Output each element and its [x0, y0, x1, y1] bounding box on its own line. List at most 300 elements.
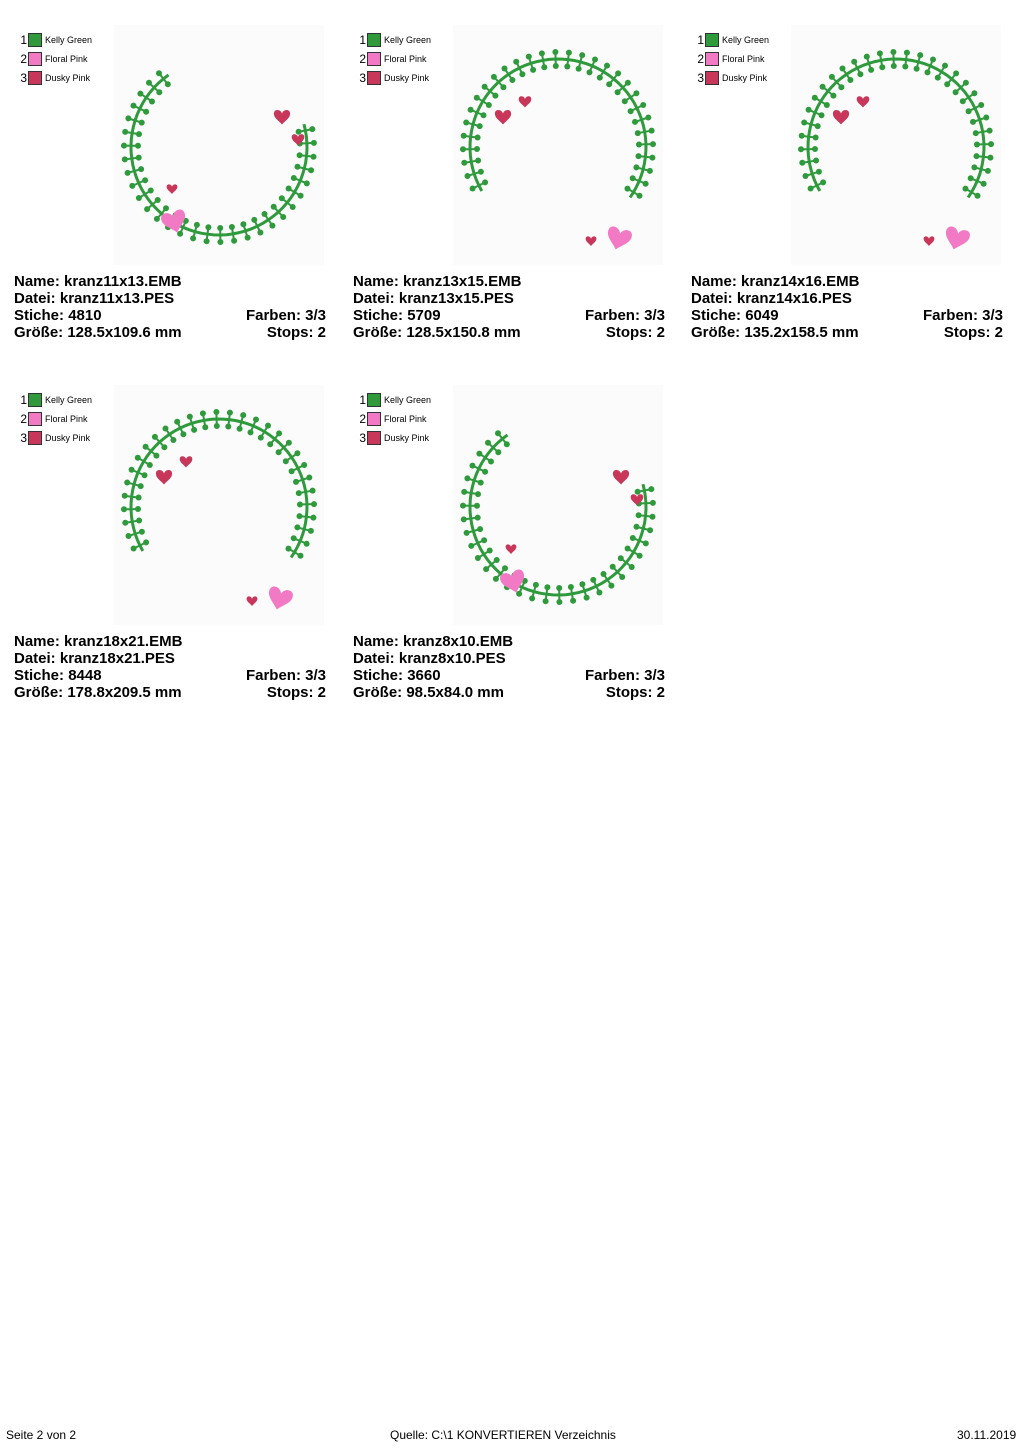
wreath-berry [257, 230, 263, 236]
wreath-berry [917, 52, 923, 58]
wreath-berry [640, 102, 646, 108]
wreath-berry [131, 103, 137, 109]
wreath-berry [461, 516, 467, 522]
wreath-berry [279, 195, 285, 201]
color-swatch [28, 33, 42, 47]
name-value: kranz14x16.EMB [741, 273, 860, 290]
wreath-berry [153, 453, 159, 459]
big-heart [942, 225, 971, 252]
info-row-name [353, 633, 665, 650]
wreath-berry [465, 173, 471, 179]
legend-row [358, 428, 431, 447]
wreath-berry [801, 120, 807, 126]
wreath-berry [643, 540, 649, 546]
wreath-berry [649, 155, 655, 161]
size-field [14, 324, 182, 341]
design-card-4 [14, 390, 334, 720]
stops-label: Stops: [266, 324, 314, 341]
colors-field [246, 307, 326, 324]
wreath-berry [633, 164, 639, 170]
wreath-berry [205, 224, 211, 230]
wreath-berry [494, 557, 500, 563]
wreath-berry [500, 84, 506, 90]
wreath-berry [475, 555, 481, 561]
stitches-label: Stiche: [691, 307, 742, 324]
design-card-3 [691, 30, 1011, 360]
info-row-size [691, 324, 1003, 341]
wreath-berry [180, 431, 186, 437]
wreath-berry [147, 462, 153, 468]
wreath-berry [136, 155, 142, 161]
size-label: Größe: [14, 684, 64, 701]
wreath-illustration [453, 25, 663, 265]
wreath-berry [122, 156, 128, 162]
wreath-berry [477, 526, 483, 532]
wreath-berry [541, 64, 547, 70]
wreath-berry [265, 423, 271, 429]
colors-label: Farben: [584, 667, 640, 684]
legend-row [358, 390, 431, 409]
wreath-berry [155, 197, 161, 203]
thread-legend [19, 30, 92, 87]
wreath-berry [904, 50, 910, 56]
design-info [353, 633, 665, 701]
legend-number: 1 [697, 32, 704, 47]
wreath-illustration [791, 25, 1001, 265]
wreath-berry [625, 80, 631, 86]
wreath-berry [491, 74, 497, 80]
stops-label: Stops: [605, 324, 653, 341]
wreath-berry [240, 412, 246, 418]
legend-row [19, 68, 92, 87]
colors-value: 3/3 [305, 307, 326, 324]
stitches-field [14, 667, 102, 684]
wreath-berry [625, 546, 631, 552]
wreath-berry [297, 502, 303, 508]
wreath-berry [474, 146, 480, 152]
wreath-berry [974, 153, 980, 159]
legend-number: 2 [697, 51, 704, 66]
wreath-berry [539, 50, 545, 56]
info-row-name [353, 273, 665, 290]
color-swatch [367, 393, 381, 407]
wreath-berry [217, 239, 223, 245]
color-swatch [705, 52, 719, 66]
wreath-berry [930, 57, 936, 63]
info-row-stitches [353, 307, 665, 324]
wreath-berry [643, 181, 649, 187]
wreath-berry [460, 146, 466, 152]
file-value: kranz11x13.PES [59, 290, 175, 307]
color-swatch [705, 33, 719, 47]
wreath-berry [231, 238, 237, 244]
color-swatch [28, 431, 42, 445]
wreath-berry [526, 54, 532, 60]
wreath-berry [304, 541, 310, 547]
wreath-berry [463, 120, 469, 126]
legend-row [358, 409, 431, 428]
wreath-berry [295, 164, 301, 170]
wreath-berry [474, 503, 480, 509]
wreath-berry [552, 49, 558, 55]
wreath-berry [190, 235, 196, 241]
size-value: 135.2x158.5 mm [744, 324, 859, 341]
wreath-berry [129, 183, 135, 189]
color-swatch [705, 71, 719, 85]
info-row-name [691, 273, 1003, 290]
legend-number: 1 [359, 392, 366, 407]
name-field [14, 633, 182, 650]
colors-field [585, 307, 665, 324]
wreath-berry [648, 486, 654, 492]
small-heart [167, 184, 178, 194]
stops-value: 2 [317, 684, 326, 701]
wreath-berry [154, 216, 160, 222]
wreath-berry [136, 495, 142, 501]
wreath-berry [136, 131, 142, 137]
wreath-berry [502, 66, 508, 72]
file-label: Datei: [353, 650, 395, 667]
legend-color-name: Floral Pink [384, 53, 427, 64]
color-swatch [367, 431, 381, 445]
wreath-berry [630, 175, 636, 181]
wreath-berry [125, 170, 131, 176]
wreath-berry [251, 217, 257, 223]
wreath-berry [248, 429, 254, 435]
wreath-berry [298, 193, 304, 199]
wreath-berry [493, 576, 499, 582]
wreath-berry [191, 427, 197, 433]
wreath-berry [227, 410, 233, 416]
wreath-berry [476, 451, 482, 457]
wreath-berry [570, 598, 576, 604]
wreath-berry [829, 74, 835, 80]
wreath-berry [137, 91, 143, 97]
wreath-berry [310, 515, 316, 521]
size-field [353, 684, 504, 701]
wreath-berry [170, 437, 176, 443]
wreath-berry [816, 169, 822, 175]
file-value: kranz13x15.PES [398, 290, 514, 307]
wreath-berry [877, 50, 883, 56]
wreath-berry [280, 214, 286, 220]
wreath-berry [824, 102, 830, 108]
file-field [14, 650, 175, 667]
stitches-field [353, 307, 441, 324]
wreath-berry [635, 130, 641, 136]
small-heart [613, 470, 629, 485]
legend-row [19, 49, 92, 68]
wreath-berry [283, 458, 289, 464]
stitches-label: Stiche: [353, 667, 404, 684]
legend-number: 1 [20, 392, 27, 407]
legend-number: 2 [359, 411, 366, 426]
design-info [14, 633, 326, 701]
wreath-berry [146, 80, 152, 86]
wreath-berry [297, 152, 303, 158]
wreath-berry [530, 67, 536, 73]
legend-number: 1 [359, 32, 366, 47]
file-value: kranz14x16.PES [736, 290, 852, 307]
file-label: Datei: [14, 650, 56, 667]
wreath-berry [276, 449, 282, 455]
wreath-berry [294, 450, 300, 456]
wreath-berry [971, 164, 977, 170]
wreath-berry [304, 180, 310, 186]
legend-row [358, 30, 431, 49]
stitches-value: 6049 [745, 307, 779, 324]
wreath-berry [475, 515, 481, 521]
footer-source: Quelle: C:\1 KONVERTIEREN Verzeichnis [390, 1428, 616, 1442]
wreath-berry [968, 175, 974, 181]
name-label: Name: [691, 273, 737, 290]
legend-number: 3 [359, 70, 366, 85]
info-row-stitches [353, 667, 665, 684]
wreath-berry [813, 158, 819, 164]
wreath-berry [143, 444, 149, 450]
wreath-berry [509, 77, 515, 83]
legend-color-name: Kelly Green [45, 394, 93, 405]
file-field [353, 650, 506, 667]
wreath-berry [194, 222, 200, 228]
wreath-berry [297, 513, 303, 519]
wreath-berry [121, 506, 127, 512]
small-heart [506, 544, 517, 554]
stops-field [267, 684, 326, 701]
info-row-file [14, 290, 326, 307]
wreath-berry [142, 177, 148, 183]
legend-number: 3 [697, 70, 704, 85]
wreath-berry [513, 59, 519, 65]
design-info [14, 273, 326, 341]
wreath-berry [174, 419, 180, 425]
wreath-berry [635, 489, 641, 495]
colors-value: 3/3 [305, 667, 326, 684]
file-value: kranz8x10.PES [398, 650, 506, 667]
wreath-berry [204, 238, 210, 244]
wreath-berry [890, 49, 896, 55]
wreath-berry [482, 179, 488, 185]
name-label: Name: [14, 273, 60, 290]
wreath-berry [139, 529, 145, 535]
wreath-berry [461, 133, 467, 139]
wreath-berry [200, 410, 206, 416]
legend-row [19, 390, 92, 409]
wreath-berry [812, 95, 818, 101]
wreath-berry [464, 475, 470, 481]
stitches-label: Stiche: [14, 667, 65, 684]
color-swatch [367, 52, 381, 66]
wreath-berry [286, 186, 292, 192]
legend-row [358, 49, 431, 68]
wreath-berry [294, 524, 300, 530]
legend-color-name: Floral Pink [384, 413, 427, 424]
legend-color-name: Floral Pink [45, 413, 88, 424]
wreath-berry [165, 81, 171, 87]
wreath-berry [799, 160, 805, 166]
stops-field [606, 684, 665, 701]
design-preview [791, 25, 1001, 265]
wreath-berry [649, 128, 655, 134]
wreath-berry [311, 501, 317, 507]
stitches-field [14, 307, 102, 324]
color-swatch [367, 71, 381, 85]
legend-color-name: Dusky Pink [45, 72, 91, 83]
wreath-berry [625, 186, 631, 192]
stops-label: Stops: [266, 684, 314, 701]
info-row-file [353, 290, 665, 307]
wreath-berry [973, 130, 979, 136]
wreath-berry [298, 553, 304, 559]
wreath-berry [529, 595, 535, 601]
file-field [14, 290, 174, 307]
wreath-berry [516, 591, 522, 597]
small-heart [519, 96, 532, 107]
name-label: Name: [353, 273, 399, 290]
wreath-berry [596, 590, 602, 596]
wreath-berry [143, 539, 149, 545]
wreath-berry [553, 63, 559, 69]
wreath-berry [636, 142, 642, 148]
stops-value: 2 [317, 324, 326, 341]
wreath-berry [597, 75, 603, 81]
wreath-berry [820, 84, 826, 90]
info-row-file [353, 650, 665, 667]
stops-field [267, 324, 326, 341]
stitches-value: 8448 [68, 667, 102, 684]
info-row-name [14, 273, 326, 290]
small-heart [924, 236, 935, 246]
wreath-berry [136, 195, 142, 201]
wreath-berry [481, 537, 487, 543]
wreath-berry [136, 518, 142, 524]
wreath-berry [306, 475, 312, 481]
wreath-berry [519, 71, 525, 77]
wreath-berry [566, 50, 572, 56]
legend-number: 2 [359, 51, 366, 66]
wreath-berry [935, 75, 941, 81]
design-card-2 [353, 30, 673, 360]
wreath-berry [632, 119, 638, 125]
legend-row [19, 428, 92, 447]
wreath-berry [121, 143, 127, 149]
wreath-berry [267, 441, 273, 447]
wreath-berry [615, 70, 621, 76]
wreath-berry [217, 225, 223, 231]
wreath-berry [543, 598, 549, 604]
wreath-berry [803, 173, 809, 179]
stops-field [944, 324, 1003, 341]
colors-value: 3/3 [982, 307, 1003, 324]
wreath-berry [229, 224, 235, 230]
wreath-berry [149, 99, 155, 105]
wreath-berry [864, 54, 870, 60]
wreath-berry [309, 126, 315, 132]
thread-legend [358, 390, 431, 447]
size-value: 178.8x209.5 mm [67, 684, 182, 701]
wreath-berry [122, 520, 128, 526]
legend-number: 3 [20, 430, 27, 445]
wreath-berry [482, 469, 488, 475]
wreath-berry [636, 153, 642, 159]
wreath-berry [987, 128, 993, 134]
colors-field [246, 667, 326, 684]
wreath-berry [163, 426, 169, 432]
stops-value: 2 [994, 324, 1003, 341]
wreath-berry [633, 90, 639, 96]
legend-number: 2 [20, 51, 27, 66]
legend-number: 2 [20, 411, 27, 426]
wreath-berry [122, 129, 128, 135]
wreath-berry [477, 123, 483, 129]
wreath-berry [486, 102, 492, 108]
wreath-berry [637, 553, 643, 559]
thread-legend [358, 30, 431, 87]
wreath-berry [650, 500, 656, 506]
wreath-vine [470, 435, 646, 595]
wreath-berry [647, 168, 653, 174]
wreath-berry [293, 479, 299, 485]
wreath-berry [587, 69, 593, 75]
colors-label: Farben: [922, 307, 978, 324]
wreath-berry [799, 133, 805, 139]
colors-field [585, 667, 665, 684]
wreath-berry [468, 107, 474, 113]
wreath-illustration [114, 385, 324, 625]
color-swatch [367, 33, 381, 47]
size-value: 98.5x84.0 mm [406, 684, 504, 701]
wreath-berry [289, 468, 295, 474]
wreath-berry [985, 168, 991, 174]
wreath-berry [138, 166, 144, 172]
wreath-berry [840, 66, 846, 72]
wreath-berry [820, 179, 826, 185]
wreath-berry [461, 160, 467, 166]
wreath-berry [143, 109, 149, 115]
wreath-berry [276, 430, 282, 436]
name-value: kranz8x10.EMB [403, 633, 514, 650]
colors-value: 3/3 [644, 307, 665, 324]
size-label: Größe: [691, 324, 741, 341]
wreath-berry [475, 158, 481, 164]
wreath-berry [245, 235, 251, 241]
legend-row [696, 49, 769, 68]
size-field [691, 324, 859, 341]
legend-number: 1 [20, 32, 27, 47]
name-label: Name: [353, 633, 399, 650]
info-row-size [14, 324, 326, 341]
wreath-berry [310, 488, 316, 494]
wreath-illustration [114, 25, 324, 265]
wreath-berry [879, 64, 885, 70]
legend-color-name: Kelly Green [384, 394, 432, 405]
wreath-berry [470, 186, 476, 192]
small-heart [180, 456, 193, 467]
wreath-berry [925, 69, 931, 75]
color-swatch [28, 52, 42, 66]
small-heart [274, 110, 290, 125]
legend-row [696, 30, 769, 49]
wreath-berry [286, 546, 292, 552]
wreath-berry [129, 467, 135, 473]
colors-label: Farben: [584, 307, 640, 324]
wreath-berry [544, 584, 550, 590]
wreath-berry [650, 514, 656, 520]
stops-label: Stops: [943, 324, 991, 341]
small-heart [247, 596, 258, 606]
wreath-berry [615, 89, 621, 95]
wreath-berry [610, 564, 616, 570]
